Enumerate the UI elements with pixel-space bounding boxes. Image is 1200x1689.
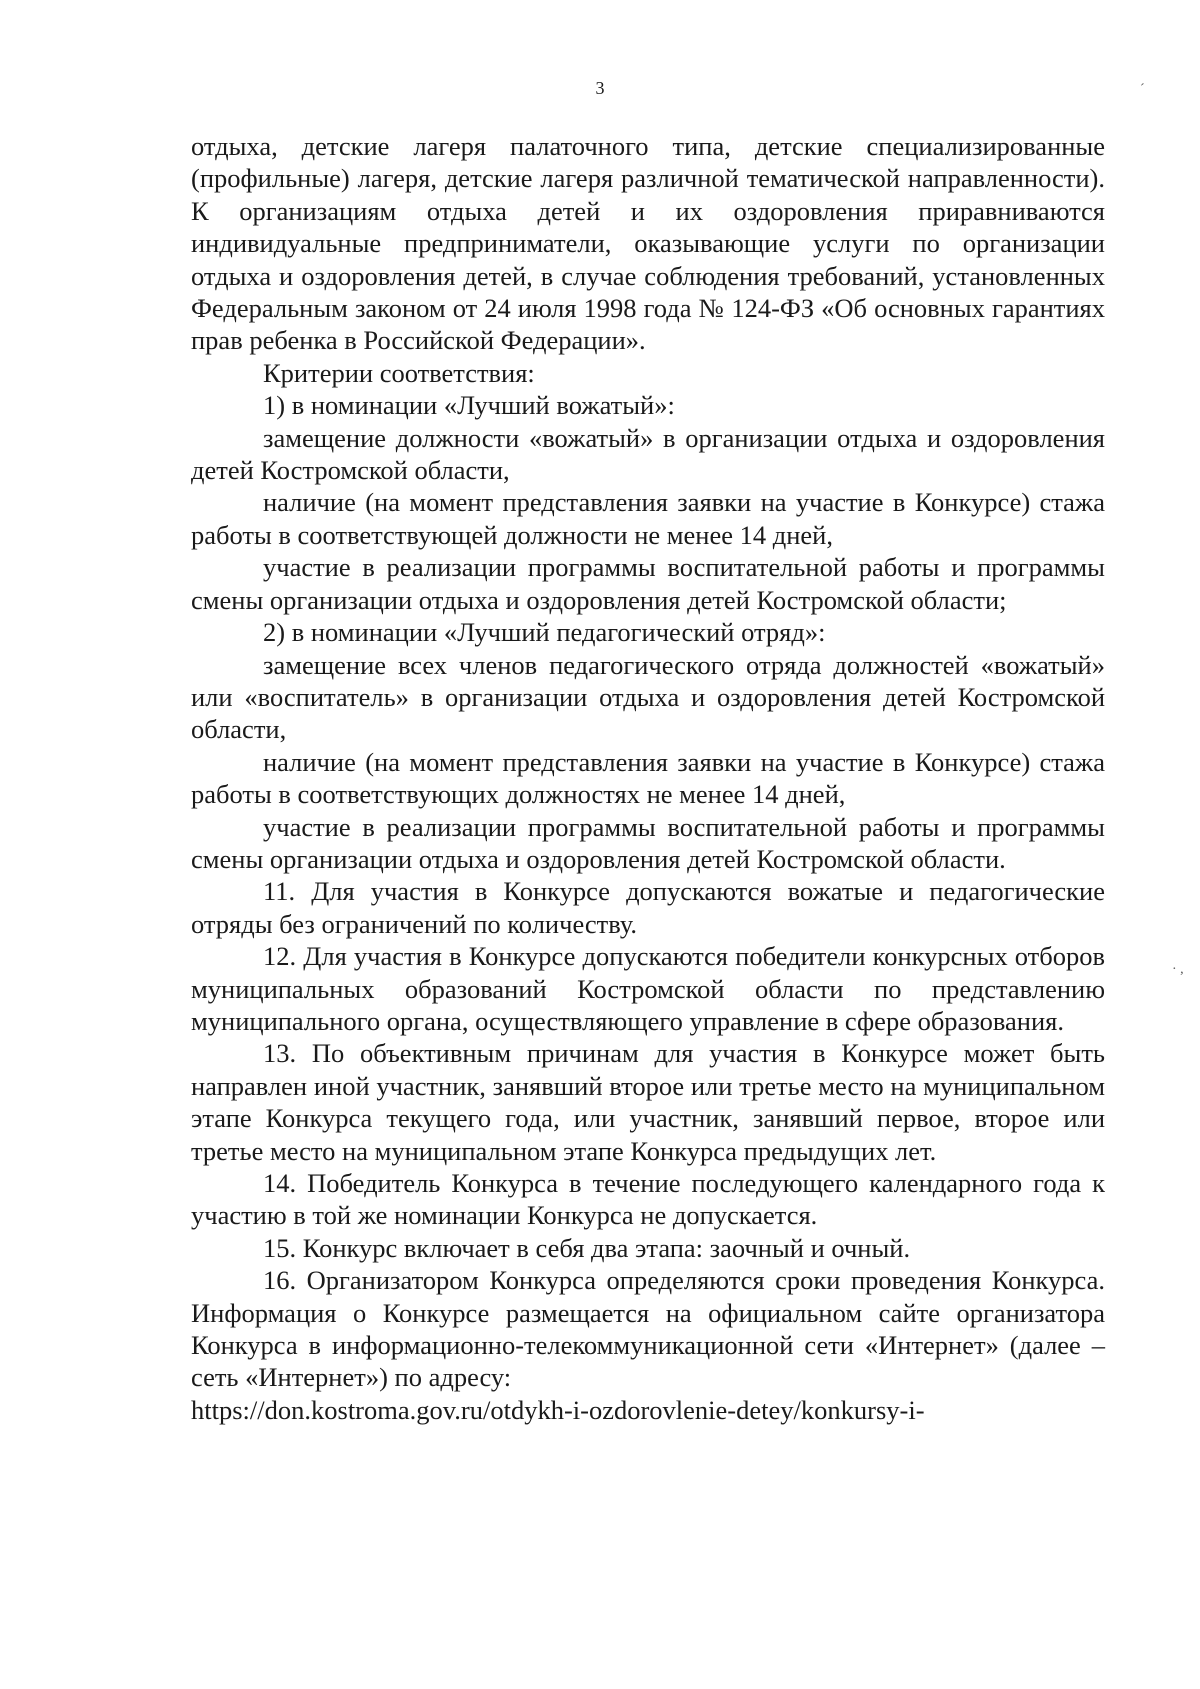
paragraph-nomination-2: 2) в номинации «Лучший педагогический отряд»: xyxy=(263,617,826,648)
paragraph-item-14: 14. Победитель Конкурса в течение последующего календарного года к участию в той же номинации Конкурса не допускается. xyxy=(191,1168,1105,1231)
paragraph-item-16: 16. Организатором Конкурса определяются сроки проведения Конкурса. Информация о Конкурсе размещается на официальном сайте организатора Конкурса в информационно-телекоммуникационной сети «Интернет» (далее – сеть «Интернет») по адресу: xyxy=(191,1265,1105,1393)
paragraph-criterion-position: замещение должности «вожатый» в организации отдыха и оздоровления детей Костромской области, xyxy=(191,422,1105,486)
paragraph-item-12: 12. Для участия в Конкурсе допускаются победители конкурсных отборов муниципальных образований Костромской области по представлению муниципального органа, осуществляющего управление в сфере образования. xyxy=(191,941,1105,1036)
paragraph-item-15: 15. Конкурс включает в себя два этапа: заочный и очный. xyxy=(263,1232,911,1263)
page-number: 3 xyxy=(595,78,605,98)
paragraph-criterion-experience: наличие (на момент представления заявки на участие в Конкурсе) стажа работы в соответствующей должности не менее 14 дней, xyxy=(191,487,1105,550)
paragraph-continuation: отдыха, детские лагеря палаточного типа, детские специализированные (профильные) лагеря, детские лагеря различной тематической направленности). К организациям отдыха детей и их оздоровления приравниваются индивидуальные предприниматели, оказывающие услуги по организации отдыха и оздоровления детей, в случае соблюдения требований, установленных Федеральным законом от 24 июля 1998 года № 124-ФЗ «Об основных гарантиях прав ребенка в Российской Федерации». xyxy=(191,131,1105,356)
paragraph-criterion-team-experience: наличие (на момент представления заявки на участие в Конкурсе) стажа работы в соответствующих должностях не менее 14 дней, xyxy=(191,746,1105,810)
paragraph-criteria-heading: Критерии соответствия: xyxy=(263,357,535,388)
document-link[interactable]: https://don.kostroma.gov.ru/otdykh-i-ozdorovlenie-detey/konkursy-i- xyxy=(191,1394,925,1425)
paragraph-criterion-team-position: замещение всех членов педагогического отряда должностей «вожатый» или «воспитатель» в организации отдыха и оздоровления детей Костромской области, xyxy=(191,649,1105,745)
paragraph-criterion-program: участие в реализации программы воспитательной работы и программы смены организации отдыха и оздоровления детей Костромской области; xyxy=(191,552,1105,615)
paragraph-item-11: 11. Для участия в Конкурсе допускаются вожатые и педагогические отряды без ограничений по количеству. xyxy=(191,876,1105,939)
document-body xyxy=(191,130,1105,1426)
scan-mark-right: · , xyxy=(1172,962,1184,977)
paragraph-nomination-1: 1) в номинации «Лучший вожатый»: xyxy=(263,390,675,421)
paragraph-criterion-team-program: участие в реализации программы воспитательной работы и программы смены организации отдыха и оздоровления детей Костромской области. xyxy=(191,811,1105,874)
scan-mark-top-right: ´ xyxy=(1140,82,1145,97)
paragraph-item-13: 13. По объективным причинам для участия в Конкурсе может быть направлен иной участник, занявший второе или третье место на муниципальном этапе Конкурса текущего года, или участник, занявший первое, второе или третье место на муниципальном этапе Конкурса предыдущих лет. xyxy=(191,1038,1105,1166)
